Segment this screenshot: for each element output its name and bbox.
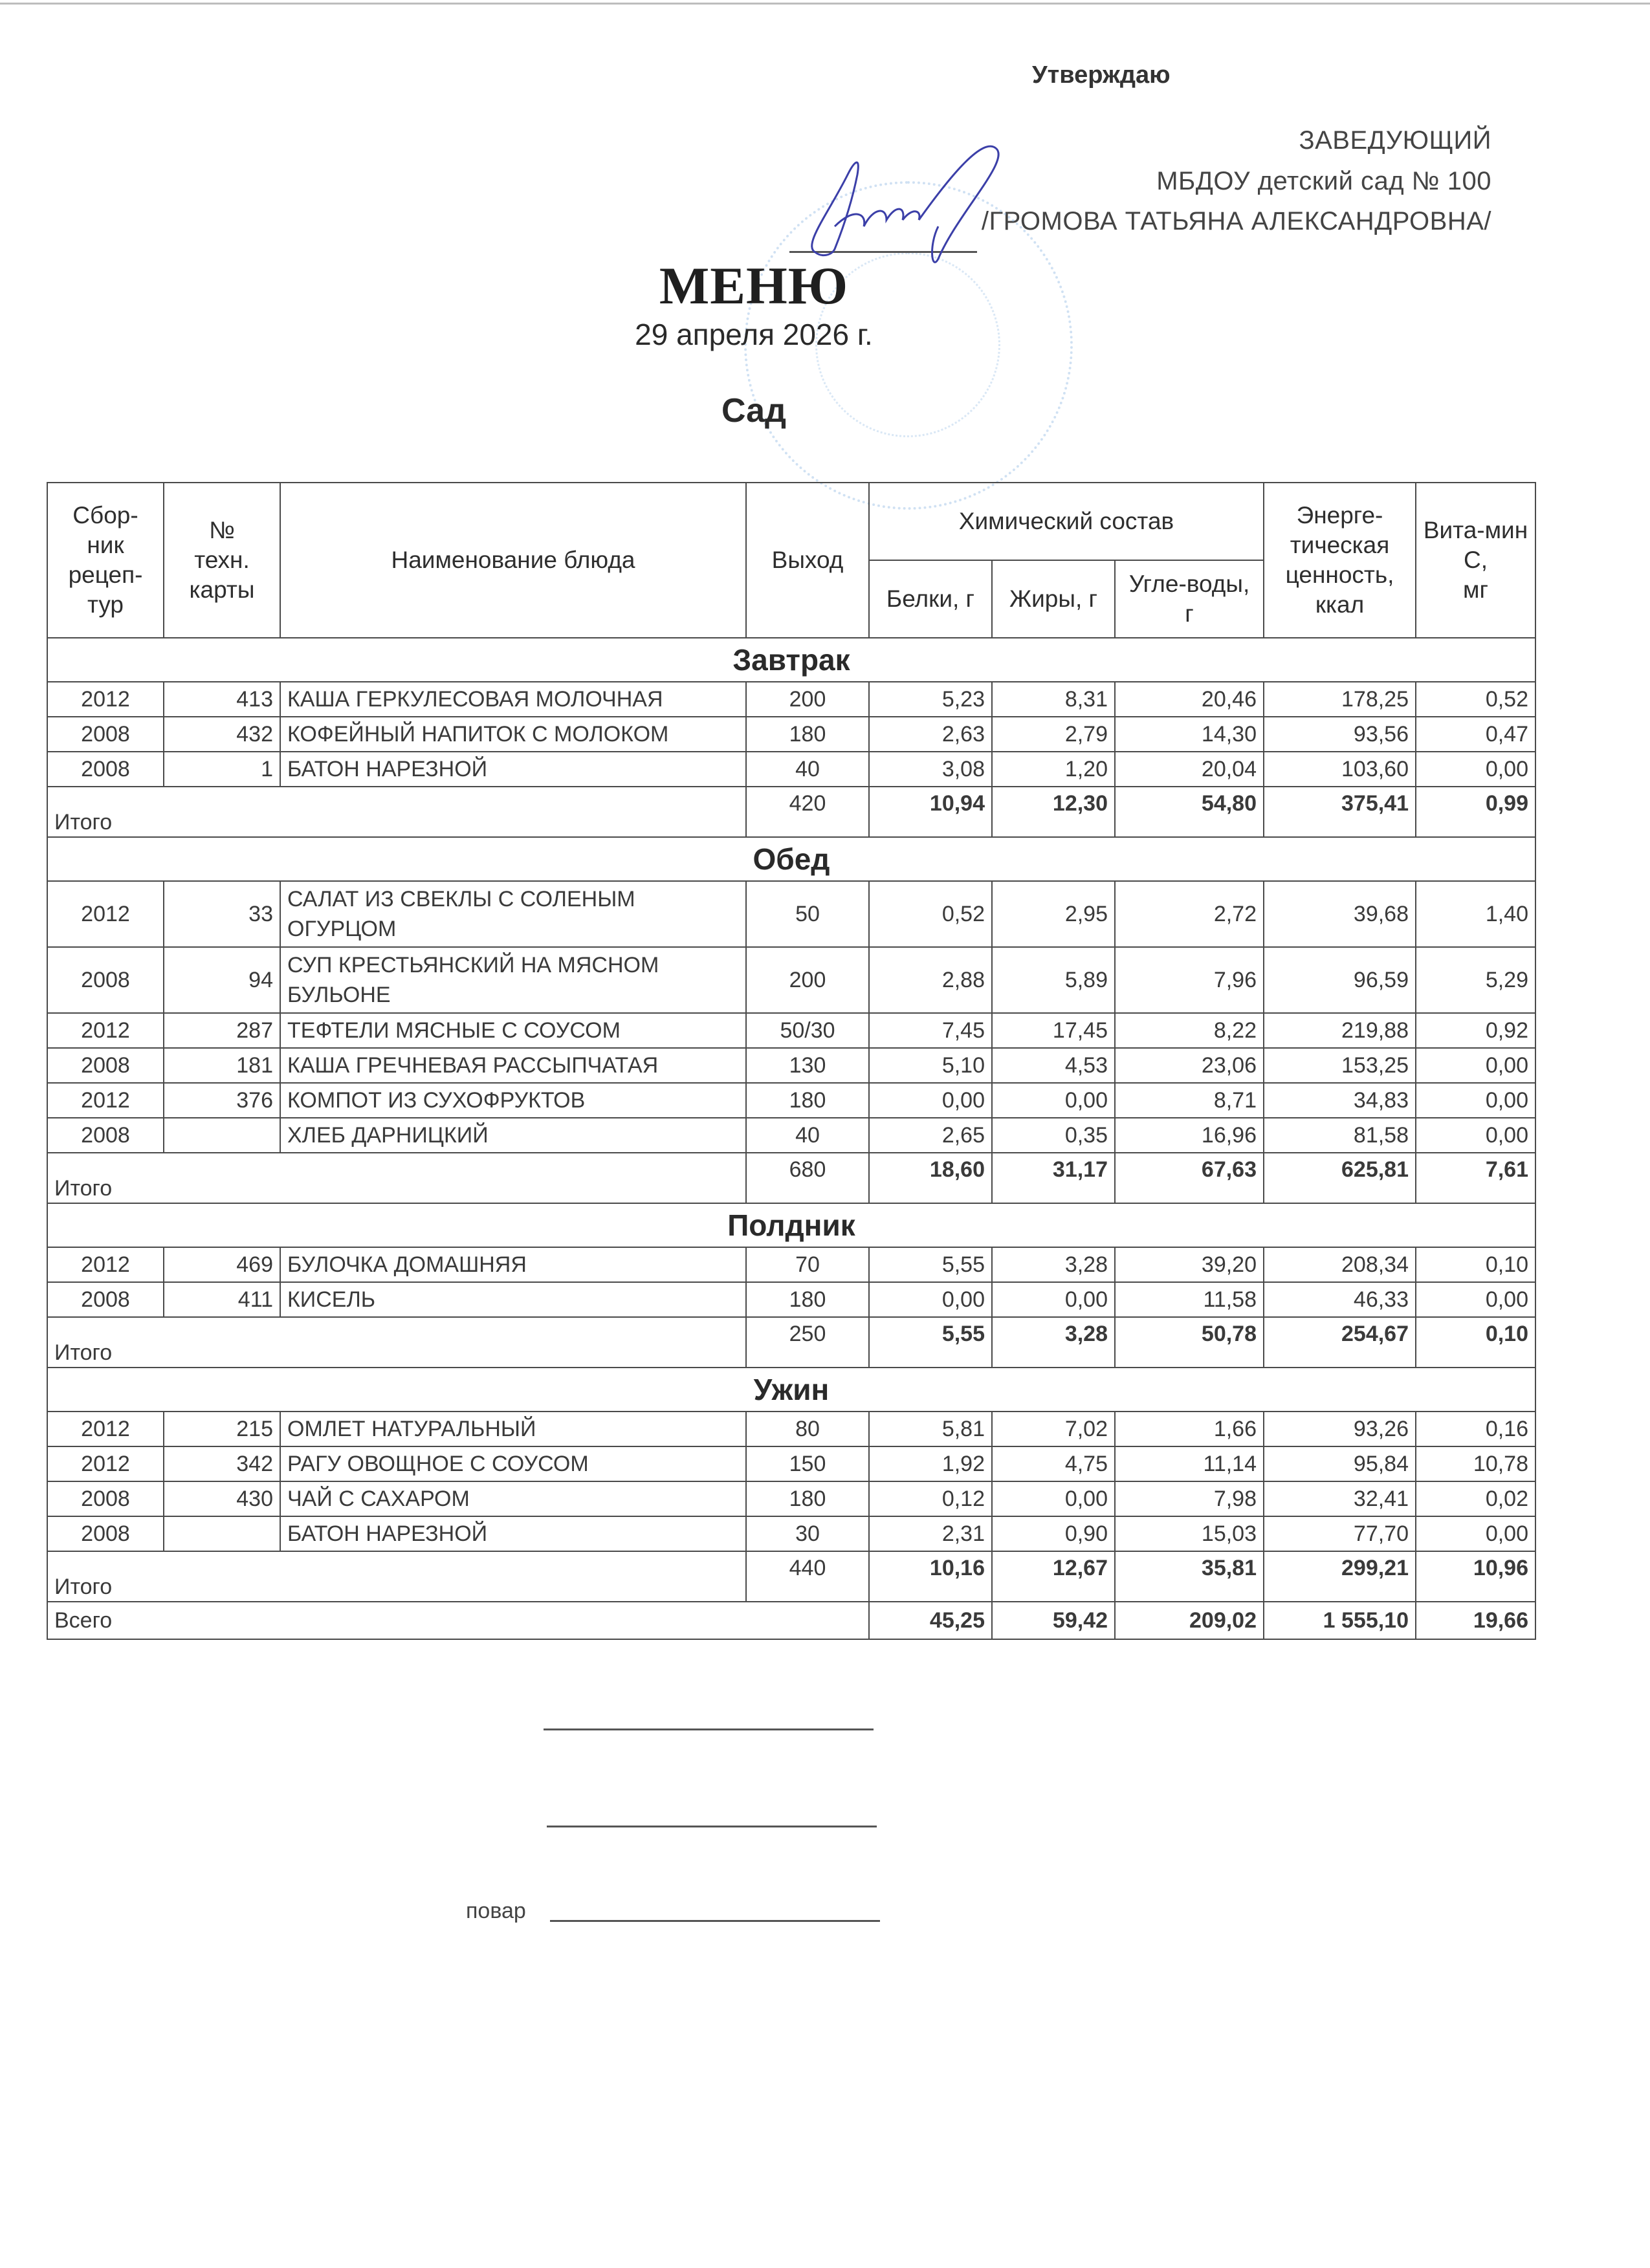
cell-card-no: 432 — [164, 717, 280, 752]
cell-dish-name: БАТОН НАРЕЗНОЙ — [280, 1516, 746, 1551]
cell-card-no: 413 — [164, 682, 280, 717]
cell-card-no: 181 — [164, 1048, 280, 1083]
cell-yield: 40 — [746, 752, 869, 787]
cell-vitc: 0,00 — [1416, 1048, 1535, 1083]
cell-energy: 81,58 — [1264, 1118, 1416, 1153]
cell-carbs: 23,06 — [1115, 1048, 1264, 1083]
cell-dish-name: РАГУ ОВОЩНОЕ С СОУСОМ — [280, 1446, 746, 1481]
cell-vitc: 0,10 — [1416, 1247, 1535, 1282]
cell-yield: 180 — [746, 1282, 869, 1317]
section-title: Ужин — [47, 1368, 1535, 1412]
menu-table — [47, 482, 1536, 1640]
cell-yield: 130 — [746, 1048, 869, 1083]
approver-name: /ГРОМОВА ТАТЬЯНА АЛЕКСАНДРОВНА/ — [981, 207, 1491, 235]
cell-fat: 4,53 — [992, 1048, 1115, 1083]
cell-vitc: 0,00 — [1416, 1083, 1535, 1118]
cell-dish-name: КАША ГЕРКУЛЕСОВАЯ МОЛОЧНАЯ — [280, 682, 746, 717]
table-row — [47, 1247, 1535, 1282]
section-row — [47, 1203, 1535, 1247]
cell-energy: 208,34 — [1264, 1247, 1416, 1282]
cell-carbs: 11,14 — [1115, 1446, 1264, 1481]
table-header-row — [47, 483, 1535, 560]
cell-dish-name: ТЕФТЕЛИ МЯСНЫЕ С СОУСОМ — [280, 1013, 746, 1048]
cell-carbs: 20,04 — [1115, 752, 1264, 787]
cell-yield: 180 — [746, 1481, 869, 1516]
cell-fat: 4,75 — [992, 1446, 1115, 1481]
signature-icon — [789, 136, 1061, 265]
cell-fat: 7,02 — [992, 1412, 1115, 1446]
total-energy: 299,21 — [1264, 1551, 1416, 1602]
col-header-dish: Наименование блюда — [280, 483, 746, 638]
cell-vitc: 5,29 — [1416, 947, 1535, 1013]
cell-energy: 34,83 — [1264, 1083, 1416, 1118]
table-row — [47, 1048, 1535, 1083]
signature-line-2 — [547, 1826, 877, 1827]
cell-yield: 200 — [746, 947, 869, 1013]
cell-collection: 2008 — [47, 1048, 164, 1083]
cell-vitc: 0,16 — [1416, 1412, 1535, 1446]
col-header-card-no: № техн. карты — [164, 483, 280, 638]
total-carbs: 50,78 — [1115, 1317, 1264, 1368]
cell-vitc: 1,40 — [1416, 881, 1535, 947]
cell-collection: 2008 — [47, 717, 164, 752]
cell-carbs: 39,20 — [1115, 1247, 1264, 1282]
cell-energy: 178,25 — [1264, 682, 1416, 717]
cell-collection: 2012 — [47, 682, 164, 717]
cell-yield: 40 — [746, 1118, 869, 1153]
cell-vitc: 0,52 — [1416, 682, 1535, 717]
total-row — [47, 1551, 1535, 1602]
table-row — [47, 881, 1535, 947]
cell-dish-name: БАТОН НАРЕЗНОЙ — [280, 752, 746, 787]
total-energy: 375,41 — [1264, 787, 1416, 837]
cell-card-no: 33 — [164, 881, 280, 947]
cell-dish-name: ЧАЙ С САХАРОМ — [280, 1481, 746, 1516]
total-yield: 250 — [746, 1317, 869, 1368]
cell-carbs: 7,96 — [1115, 947, 1264, 1013]
cell-protein: 3,08 — [869, 752, 992, 787]
cell-dish-name: КАША ГРЕЧНЕВАЯ РАССЫПЧАТАЯ — [280, 1048, 746, 1083]
cell-vitc: 0,00 — [1416, 1282, 1535, 1317]
table-row — [47, 1481, 1535, 1516]
cell-protein: 2,63 — [869, 717, 992, 752]
total-label: Итого — [47, 787, 746, 837]
cell-carbs: 14,30 — [1115, 717, 1264, 752]
cell-card-no — [164, 1118, 280, 1153]
cell-yield: 50/30 — [746, 1013, 869, 1048]
cell-yield: 30 — [746, 1516, 869, 1551]
total-protein: 5,55 — [869, 1317, 992, 1368]
cell-dish-name: ХЛЕБ ДАРНИЦКИЙ — [280, 1118, 746, 1153]
col-header-vitamin-c: Вита-мин С, мг — [1416, 483, 1535, 638]
cell-collection: 2012 — [47, 1247, 164, 1282]
table-row — [47, 947, 1535, 1013]
cell-yield: 150 — [746, 1446, 869, 1481]
cell-protein: 0,12 — [869, 1481, 992, 1516]
section-title: Обед — [47, 837, 1535, 881]
cell-protein: 5,81 — [869, 1412, 992, 1446]
total-fat: 12,67 — [992, 1551, 1115, 1602]
cell-fat: 0,00 — [992, 1083, 1115, 1118]
menu-date: 29 апреля 2026 г. — [635, 318, 873, 351]
grand-total-label: Всего — [47, 1602, 869, 1639]
cell-yield: 70 — [746, 1247, 869, 1282]
total-vitc: 0,99 — [1416, 787, 1535, 837]
col-header-fat: Жиры, г — [992, 560, 1115, 638]
cell-dish-name: КИСЕЛЬ — [280, 1282, 746, 1317]
signature-line-1 — [544, 1728, 874, 1730]
total-yield: 420 — [746, 787, 869, 837]
table-row — [47, 1118, 1535, 1153]
total-yield: 680 — [746, 1153, 869, 1203]
grand-total-vitc: 19,66 — [1416, 1602, 1535, 1639]
total-carbs: 35,81 — [1115, 1551, 1264, 1602]
total-yield: 440 — [746, 1551, 869, 1602]
cell-energy: 32,41 — [1264, 1481, 1416, 1516]
cell-carbs: 11,58 — [1115, 1282, 1264, 1317]
col-header-carbs: Угле-воды, г — [1115, 560, 1264, 638]
total-row — [47, 787, 1535, 837]
cell-collection: 2012 — [47, 1013, 164, 1048]
cell-card-no — [164, 1516, 280, 1551]
menu-table-body — [47, 638, 1535, 1639]
approver-position: ЗАВЕДУЮЩИЙ — [1299, 126, 1491, 155]
cell-vitc: 10,78 — [1416, 1446, 1535, 1481]
total-label: Итого — [47, 1153, 746, 1203]
cell-carbs: 15,03 — [1115, 1516, 1264, 1551]
document-title: МЕНЮ — [659, 256, 849, 315]
cell-card-no: 94 — [164, 947, 280, 1013]
col-header-collection: Сбор-ник рецеп-тур — [47, 483, 164, 638]
cell-vitc: 0,00 — [1416, 1516, 1535, 1551]
cell-protein: 0,00 — [869, 1083, 992, 1118]
page-top-edge — [0, 3, 1650, 5]
cell-fat: 0,00 — [992, 1481, 1115, 1516]
cook-signature-line — [550, 1920, 880, 1922]
grand-total-fat: 59,42 — [992, 1602, 1115, 1639]
table-row — [47, 752, 1535, 787]
section-row — [47, 638, 1535, 682]
cell-fat: 3,28 — [992, 1247, 1115, 1282]
cell-protein: 1,92 — [869, 1446, 992, 1481]
table-row — [47, 1516, 1535, 1551]
cell-card-no: 342 — [164, 1446, 280, 1481]
cell-carbs: 8,71 — [1115, 1083, 1264, 1118]
section-row — [47, 1368, 1535, 1412]
col-header-yield: Выход — [746, 483, 869, 638]
cell-energy: 93,26 — [1264, 1412, 1416, 1446]
grand-total-protein: 45,25 — [869, 1602, 992, 1639]
cell-dish-name: ОМЛЕТ НАТУРАЛЬНЫЙ — [280, 1412, 746, 1446]
table-row — [47, 1446, 1535, 1481]
cell-collection: 2012 — [47, 1412, 164, 1446]
approve-label: Утверждаю — [1032, 61, 1171, 89]
cell-protein: 7,45 — [869, 1013, 992, 1048]
total-protein: 10,16 — [869, 1551, 992, 1602]
cell-energy: 219,88 — [1264, 1013, 1416, 1048]
cell-fat: 0,35 — [992, 1118, 1115, 1153]
cell-fat: 0,90 — [992, 1516, 1115, 1551]
total-vitc: 7,61 — [1416, 1153, 1535, 1203]
cell-energy: 93,56 — [1264, 717, 1416, 752]
cell-energy: 96,59 — [1264, 947, 1416, 1013]
cell-card-no: 287 — [164, 1013, 280, 1048]
cell-card-no: 430 — [164, 1481, 280, 1516]
total-carbs: 54,80 — [1115, 787, 1264, 837]
total-label: Итого — [47, 1317, 746, 1368]
cell-collection: 2008 — [47, 947, 164, 1013]
cell-vitc: 0,00 — [1416, 752, 1535, 787]
col-header-chemical: Химический состав — [869, 483, 1264, 560]
section-row — [47, 837, 1535, 881]
cell-vitc: 0,92 — [1416, 1013, 1535, 1048]
section-title: Полдник — [47, 1203, 1535, 1247]
cell-dish-name: КОМПОТ ИЗ СУХОФРУКТОВ — [280, 1083, 746, 1118]
cell-dish-name: СУП КРЕСТЬЯНСКИЙ НА МЯСНОМ БУЛЬОНЕ — [280, 947, 746, 1013]
cell-card-no: 1 — [164, 752, 280, 787]
cell-dish-name: БУЛОЧКА ДОМАШНЯЯ — [280, 1247, 746, 1282]
cell-collection: 2012 — [47, 1083, 164, 1118]
cell-protein: 2,31 — [869, 1516, 992, 1551]
total-energy: 625,81 — [1264, 1153, 1416, 1203]
cell-carbs: 7,98 — [1115, 1481, 1264, 1516]
cell-protein: 0,52 — [869, 881, 992, 947]
cell-protein: 5,23 — [869, 682, 992, 717]
cell-card-no: 411 — [164, 1282, 280, 1317]
cell-vitc: 0,00 — [1416, 1118, 1535, 1153]
total-row — [47, 1153, 1535, 1203]
grand-total-energy: 1 555,10 — [1264, 1602, 1416, 1639]
cell-protein: 5,10 — [869, 1048, 992, 1083]
cell-dish-name: КОФЕЙНЫЙ НАПИТОК С МОЛОКОМ — [280, 717, 746, 752]
total-label: Итого — [47, 1551, 746, 1602]
cell-card-no: 376 — [164, 1083, 280, 1118]
cell-yield: 180 — [746, 1083, 869, 1118]
grand-total-row — [47, 1602, 1535, 1639]
total-vitc: 10,96 — [1416, 1551, 1535, 1602]
table-row — [47, 1282, 1535, 1317]
cell-fat: 2,95 — [992, 881, 1115, 947]
cell-vitc: 0,02 — [1416, 1481, 1535, 1516]
cell-carbs: 20,46 — [1115, 682, 1264, 717]
cell-fat: 5,89 — [992, 947, 1115, 1013]
cell-collection: 2008 — [47, 752, 164, 787]
cell-fat: 0,00 — [992, 1282, 1115, 1317]
cell-carbs: 2,72 — [1115, 881, 1264, 947]
cell-card-no: 215 — [164, 1412, 280, 1446]
cell-energy: 103,60 — [1264, 752, 1416, 787]
total-vitc: 0,10 — [1416, 1317, 1535, 1368]
cell-energy: 39,68 — [1264, 881, 1416, 947]
col-header-protein: Белки, г — [869, 560, 992, 638]
cell-yield: 80 — [746, 1412, 869, 1446]
cell-energy: 46,33 — [1264, 1282, 1416, 1317]
total-fat: 12,30 — [992, 787, 1115, 837]
table-row — [47, 1412, 1535, 1446]
total-fat: 31,17 — [992, 1153, 1115, 1203]
table-row — [47, 1083, 1535, 1118]
cell-protein: 2,65 — [869, 1118, 992, 1153]
cell-collection: 2008 — [47, 1516, 164, 1551]
table-row — [47, 717, 1535, 752]
cell-protein: 0,00 — [869, 1282, 992, 1317]
total-carbs: 67,63 — [1115, 1153, 1264, 1203]
cell-vitc: 0,47 — [1416, 717, 1535, 752]
cell-protein: 5,55 — [869, 1247, 992, 1282]
cell-yield: 200 — [746, 682, 869, 717]
table-row — [47, 682, 1535, 717]
total-row — [47, 1317, 1535, 1368]
cell-energy: 77,70 — [1264, 1516, 1416, 1551]
cell-card-no: 469 — [164, 1247, 280, 1282]
cell-collection: 2008 — [47, 1481, 164, 1516]
cell-protein: 2,88 — [869, 947, 992, 1013]
cell-carbs: 8,22 — [1115, 1013, 1264, 1048]
cell-collection: 2012 — [47, 1446, 164, 1481]
total-protein: 18,60 — [869, 1153, 992, 1203]
total-energy: 254,67 — [1264, 1317, 1416, 1368]
section-title: Завтрак — [47, 638, 1535, 682]
cell-collection: 2012 — [47, 881, 164, 947]
cell-fat: 1,20 — [992, 752, 1115, 787]
cell-fat: 2,79 — [992, 717, 1115, 752]
total-fat: 3,28 — [992, 1317, 1115, 1368]
cell-dish-name: САЛАТ ИЗ СВЕКЛЫ С СОЛЕНЫМ ОГУРЦОМ — [280, 881, 746, 947]
cell-yield: 180 — [746, 717, 869, 752]
col-header-energy: Энерге-тическая ценность, ккал — [1264, 483, 1416, 638]
cell-yield: 50 — [746, 881, 869, 947]
cell-collection: 2008 — [47, 1282, 164, 1317]
cell-fat: 8,31 — [992, 682, 1115, 717]
grand-total-carbs: 209,02 — [1115, 1602, 1264, 1639]
cell-fat: 17,45 — [992, 1013, 1115, 1048]
menu-location: Сад — [721, 392, 787, 430]
organization-name: МБДОУ детский сад № 100 — [1156, 167, 1491, 195]
cell-collection: 2008 — [47, 1118, 164, 1153]
cell-energy: 95,84 — [1264, 1446, 1416, 1481]
cell-carbs: 16,96 — [1115, 1118, 1264, 1153]
cook-label: повар — [466, 1899, 526, 1923]
cell-energy: 153,25 — [1264, 1048, 1416, 1083]
table-row — [47, 1013, 1535, 1048]
total-protein: 10,94 — [869, 787, 992, 837]
cell-carbs: 1,66 — [1115, 1412, 1264, 1446]
